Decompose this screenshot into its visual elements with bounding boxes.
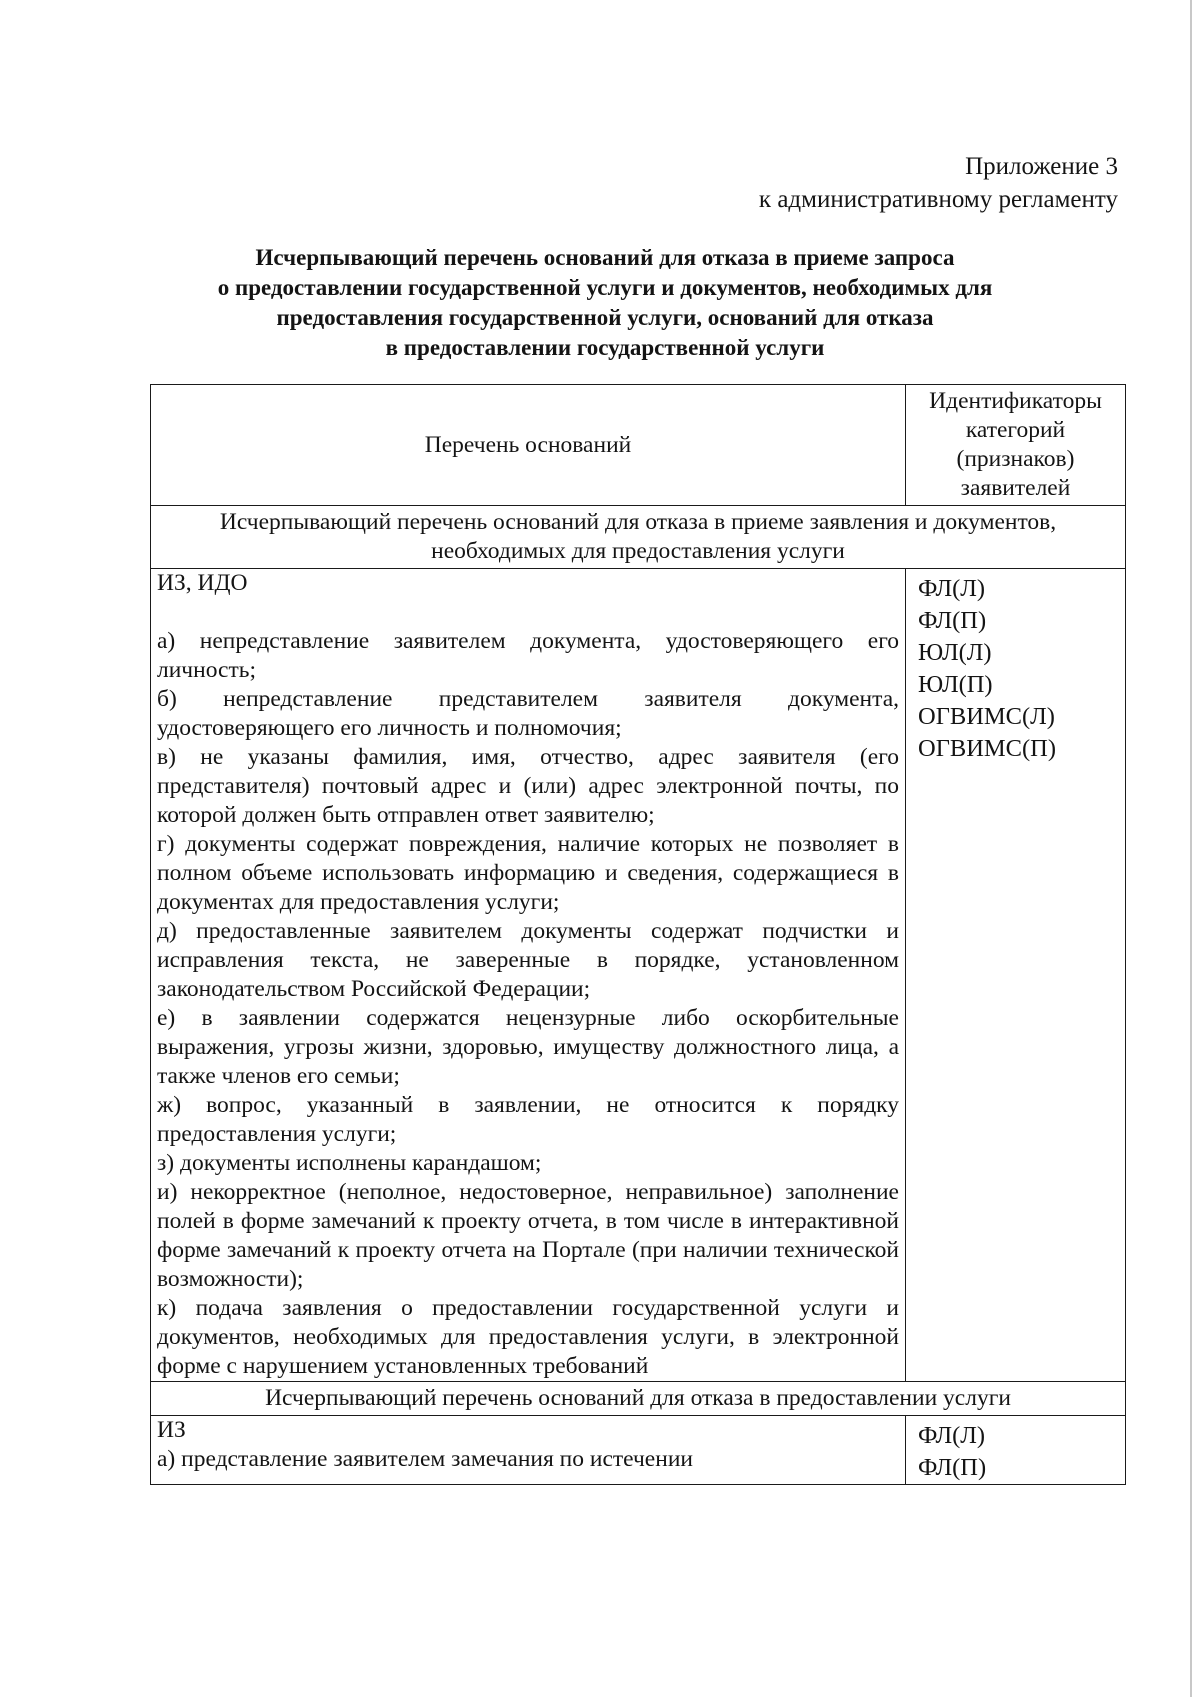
document-title bbox=[150, 243, 1060, 363]
ground-item: в) не указаны фамилия, имя, отчество, адрес заявителя (его представителя) почтовый адрес и (или) адрес электронной почты, по которой должен быть отправлен ответ заявителю; bbox=[157, 744, 899, 828]
group-code: ИЗ bbox=[157, 1417, 186, 1443]
category-id: ФЛ(П) bbox=[918, 1454, 987, 1481]
header-grounds-cell: Перечень оснований bbox=[151, 385, 906, 506]
ground-item: з) документы исполнены карандашом; bbox=[157, 1150, 542, 1176]
grounds-table bbox=[150, 384, 1126, 1485]
category-id: ФЛ(Л) bbox=[918, 575, 986, 602]
ground-item: к) подача заявления о предоставлении государственной услуги и документов, необходимых для предоставления услуги, в электронной форме с нарушением установленных требований bbox=[157, 1295, 899, 1379]
header-ids-cell: Идентификаторы категорий (признаков) заявителей bbox=[906, 385, 1126, 506]
ground-item: б) непредставление представителем заявителя документа, удостоверяющего его личность и полномочия; bbox=[157, 686, 899, 741]
category-id: ОГВИМС(П) bbox=[918, 735, 1057, 762]
attachment-number: Приложение 3 bbox=[965, 153, 1118, 180]
title-line: о предоставлении государственной услуги и документов, необходимых для bbox=[217, 275, 993, 300]
ground-item: а) непредставление заявителем документа, удостоверяющего его личность; bbox=[157, 628, 899, 683]
section-heading: Исчерпывающий перечень оснований для отказа в приеме заявления и документов, необходимых для предоставления услуги bbox=[151, 506, 1126, 569]
attachment-reference: к административному регламенту bbox=[758, 186, 1118, 213]
category-id: ЮЛ(П) bbox=[918, 671, 993, 698]
table-row bbox=[151, 1416, 1126, 1485]
title-line: Исчерпывающий перечень оснований для отказа в приеме запроса bbox=[255, 245, 955, 270]
category-id: ОГВИМС(Л) bbox=[918, 703, 1055, 730]
section-heading-row bbox=[151, 1382, 1126, 1416]
category-id: ФЛ(Л) bbox=[918, 1422, 986, 1449]
grounds-cell bbox=[151, 1416, 906, 1485]
categories-cell bbox=[906, 1416, 1126, 1485]
ground-item: и) некорректное (неполное, недостоверное, неправильное) заполнение полей в форме замечаний к проекту отчета, в том числе в интерактивной форме замечаний к проекту отчета на Портале (при наличии технической возможности); bbox=[157, 1179, 899, 1292]
title-line: в предоставлении государственной услуги bbox=[385, 335, 825, 360]
ground-item: д) предоставленные заявителем документы содержат подчистки и исправления текста, не заверенные в порядке, установленном законодательством Российской Федерации; bbox=[157, 918, 899, 1002]
group-code: ИЗ, ИДО bbox=[157, 570, 248, 596]
page-edge bbox=[1190, 0, 1192, 1697]
ground-item: е) в заявлении содержатся нецензурные либо оскорбительные выражения, угрозы жизни, здоровью, имуществу должностного лица, а также членов его семьи; bbox=[157, 1005, 899, 1089]
ground-item: г) документы содержат повреждения, наличие которых не позволяет в полном объеме использовать информацию и сведения, содержащиеся в документах для предоставления услуги; bbox=[157, 831, 899, 915]
table-row bbox=[151, 569, 1126, 1382]
attachment-note bbox=[759, 150, 1118, 216]
title-line: предоставления государственной услуги, оснований для отказа bbox=[276, 305, 934, 330]
categories-cell bbox=[906, 569, 1126, 1382]
ground-item: а) представление заявителем замечания по истечении bbox=[157, 1446, 693, 1472]
section-heading-row bbox=[151, 506, 1126, 569]
ground-item: ж) вопрос, указанный в заявлении, не относится к порядку предоставления услуги; bbox=[157, 1092, 899, 1147]
category-id: ФЛ(П) bbox=[918, 607, 987, 634]
grounds-cell bbox=[151, 569, 906, 1382]
table-header-row bbox=[151, 385, 1126, 506]
category-id: ЮЛ(Л) bbox=[918, 639, 992, 666]
section-heading: Исчерпывающий перечень оснований для отказа в предоставлении услуги bbox=[151, 1382, 1126, 1416]
